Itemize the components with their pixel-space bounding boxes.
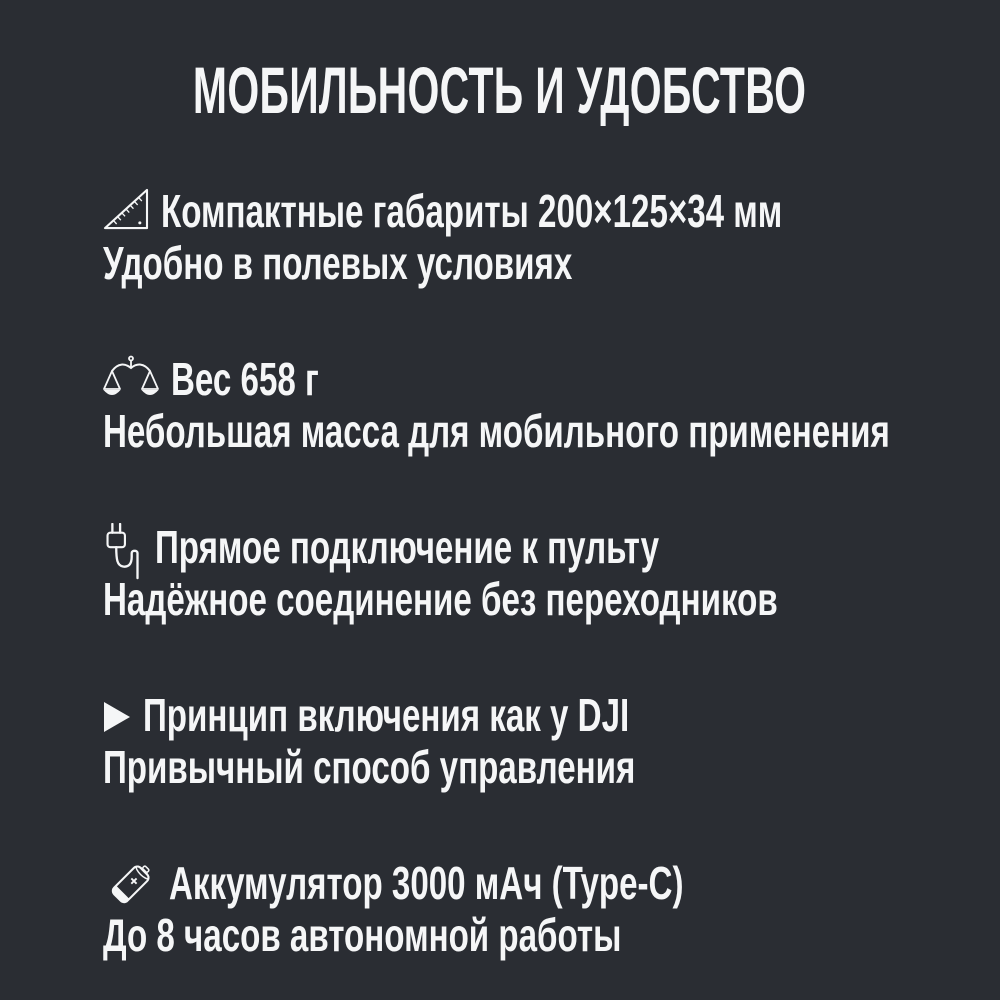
feature-description: Небольшая масса для мобильного применения [103,405,890,457]
feature-battery [103,857,1000,961]
feature-headline: Принцип включения как у DJI [143,689,630,741]
feature-list [103,185,1000,961]
feature-description: До 8 часов автономной работы [103,909,622,961]
triangle-ruler-icon [103,188,149,240]
feature-description: Привычный способ управления [103,741,636,793]
feature-headline-row [103,353,1000,405]
feature-description-row [103,909,1000,961]
play-icon [103,691,131,743]
feature-description-row [103,573,1000,625]
feature-description-row [103,741,1000,793]
product-feature-slide [0,50,1000,1000]
feature-description: Надёжное соединение без переходников [103,573,778,625]
feature-weight [103,353,1000,457]
feature-headline: Компактные габариты 200×125×34 мм [161,185,783,237]
feature-dimensions [103,185,1000,289]
feature-headline-row [103,521,1000,573]
feature-headline-row [103,857,1000,909]
page-title [0,50,1000,130]
feature-connection [103,521,1000,625]
feature-description-row [103,237,1000,289]
feature-description-row [103,405,1000,457]
feature-headline: Прямое подключение к пульту [155,521,660,573]
page-title-text: МОБИЛЬНОСТЬ И УДОБСТВО [193,53,807,127]
feature-power-principle [103,689,1000,793]
feature-headline-row [103,185,1000,237]
feature-description: Удобно в полевых условиях [103,237,573,289]
feature-headline-row [103,689,1000,741]
feature-headline: Вес 658 г [171,353,319,405]
feature-headline: Аккумулятор 3000 мАч (Type-C) [169,857,684,909]
